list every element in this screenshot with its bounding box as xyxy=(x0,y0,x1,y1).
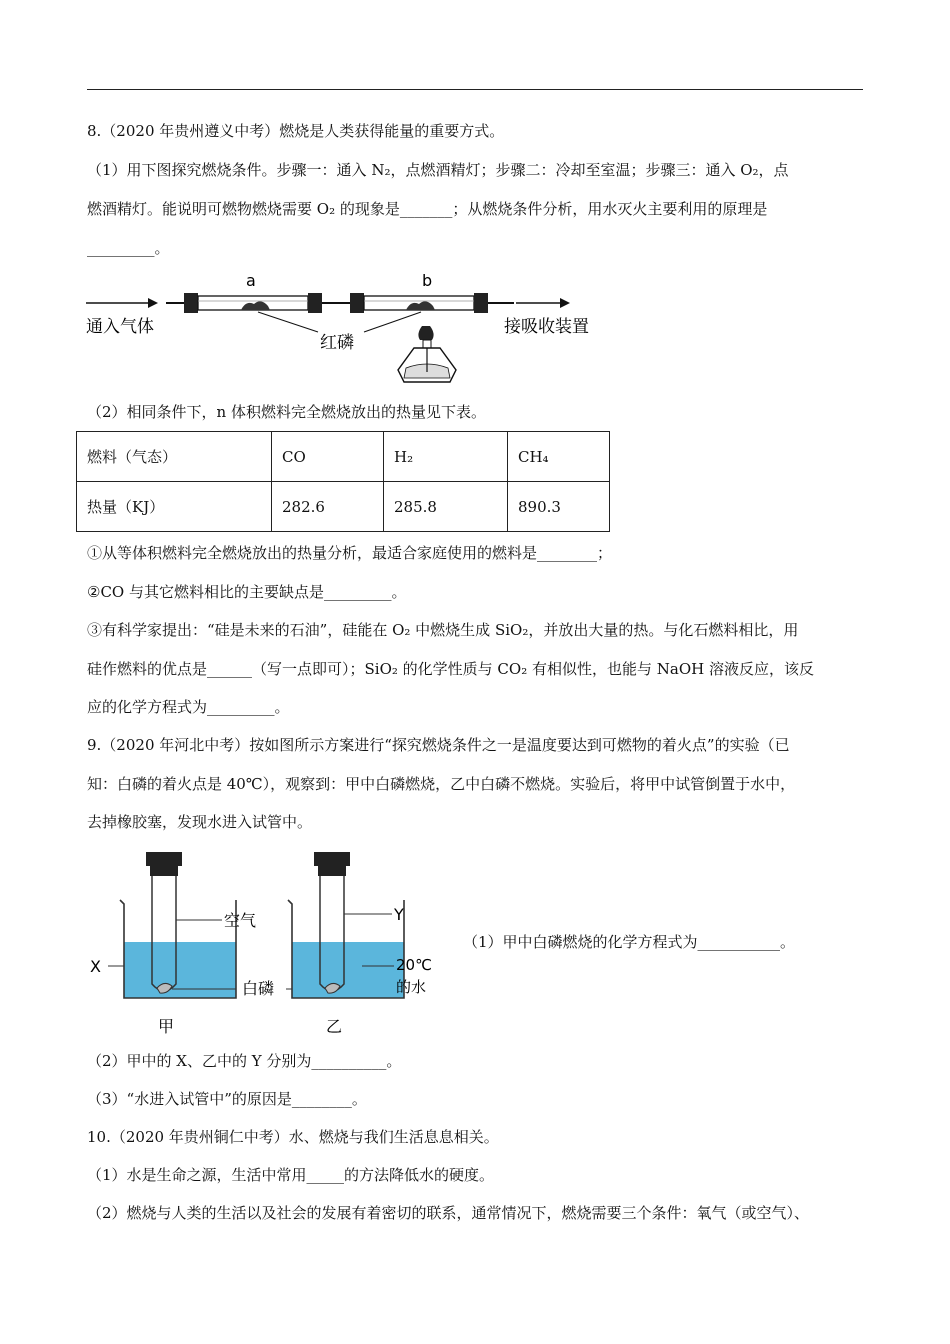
table-heat-ch4: 890.3 xyxy=(508,482,610,532)
label-y: Y xyxy=(394,905,404,924)
label-a: a xyxy=(246,271,256,290)
q8-sub1: ①从等体积燃料完全燃烧放出的热量分析，最适合家庭使用的燃料是________； xyxy=(87,544,613,562)
q9-title-line2: 知：白磷的着火点是 40℃），观察到：甲中白磷燃烧，乙中白磷不燃烧。实验后，将甲中试管倒置于水中， xyxy=(87,775,796,793)
beaker-yi xyxy=(288,852,432,1036)
table-row xyxy=(77,432,610,482)
label-water-temp: 20℃ xyxy=(396,956,432,974)
q8-sub2: ②CO 与其它燃料相比的主要缺点是_________。 xyxy=(87,583,407,601)
combustion-tube-apparatus xyxy=(86,268,626,390)
header-rule xyxy=(87,89,863,90)
table-heat-co: 282.6 xyxy=(272,482,384,532)
q8-title: 8.（2020 年贵州遵义中考）燃烧是人类获得能量的重要方式。 xyxy=(87,122,505,140)
inlet-label: 通入气体 xyxy=(86,317,154,337)
label-white-phosphorus: 白磷 xyxy=(242,979,275,998)
q8-sub3-line2: 硅作燃料的优点是______（写一点即可）；SiO₂ 的化学性质与 CO₂ 有相似性，也能与 NaOH 溶液反应，该反 xyxy=(87,660,814,678)
q10-title: 10.（2020 年贵州铜仁中考）水、燃烧与我们生活息息相关。 xyxy=(87,1128,499,1146)
table-fuel-ch4: CH₄ xyxy=(508,432,610,482)
label-x: X xyxy=(90,957,101,976)
q8-part1-line2: 燃酒精灯。能说明可燃物燃烧需要 O₂ 的现象是_______；从燃烧条件分析，用水灭火主要利用的原理是 xyxy=(87,200,768,218)
table-header-label: 燃料（气态） xyxy=(77,432,272,482)
q9-title-line3: 去掉橡胶塞，发现水进入试管中。 xyxy=(87,813,313,831)
white-phosphorus-beakers xyxy=(86,842,446,1038)
q8-part1-line1: （1）用下图探究燃烧条件。步骤一：通入 N₂，点燃酒精灯；步骤二：冷却至室温；步骤三：通入 O₂，点 xyxy=(87,161,789,179)
q10-part2: （2）燃烧与人类的生活以及社会的发展有着密切的联系，通常情况下，燃烧需要三个条件：氧气（或空气）、 xyxy=(87,1204,810,1222)
q10-part1: （1）水是生命之源，生活中常用_____的方法降低水的硬度。 xyxy=(87,1166,495,1184)
q9-part3: （3）“水进入试管中”的原因是________。 xyxy=(87,1090,367,1108)
alcohol-lamp xyxy=(398,326,456,382)
q9-part1: （1）甲中白磷燃烧的化学方程式为___________。 xyxy=(463,933,796,951)
label-air: 空气 xyxy=(224,911,257,930)
label-yi: 乙 xyxy=(326,1017,343,1036)
fuel-heat-table xyxy=(76,431,610,532)
label-jia: 甲 xyxy=(158,1017,175,1036)
table-heat-h2: 285.8 xyxy=(384,482,508,532)
q8-sub3-line3: 应的化学方程式为_________。 xyxy=(87,698,290,716)
table-fuel-h2: H₂ xyxy=(384,432,508,482)
table-row xyxy=(77,482,610,532)
q8-sub3-line1: ③有科学家提出：“硅是未来的石油”，硅能在 O₂ 中燃烧生成 SiO₂，并放出大量的热。与化石燃料相比，用 xyxy=(87,621,799,639)
beaker-jia xyxy=(90,852,256,1036)
table-fuel-co: CO xyxy=(272,432,384,482)
q8-part2-intro: （2）相同条件下，n 体积燃料完全燃烧放出的热量见下表。 xyxy=(87,403,486,421)
phosphorus-label: 红磷 xyxy=(320,333,354,353)
table-row-label: 热量（KJ） xyxy=(77,482,272,532)
label-water: 的水 xyxy=(396,978,427,996)
outlet-label: 接吸收装置 xyxy=(504,317,589,337)
q9-part2: （2）甲中的 X、乙中的 Y 分别为__________。 xyxy=(87,1052,402,1070)
q9-title-line1: 9.（2020 年河北中考）按如图所示方案进行“探究燃烧条件之一是温度要达到可燃物的着火点”的实验（已 xyxy=(87,736,790,754)
label-b: b xyxy=(422,271,433,290)
q8-part1-line3: _________。 xyxy=(87,239,170,257)
